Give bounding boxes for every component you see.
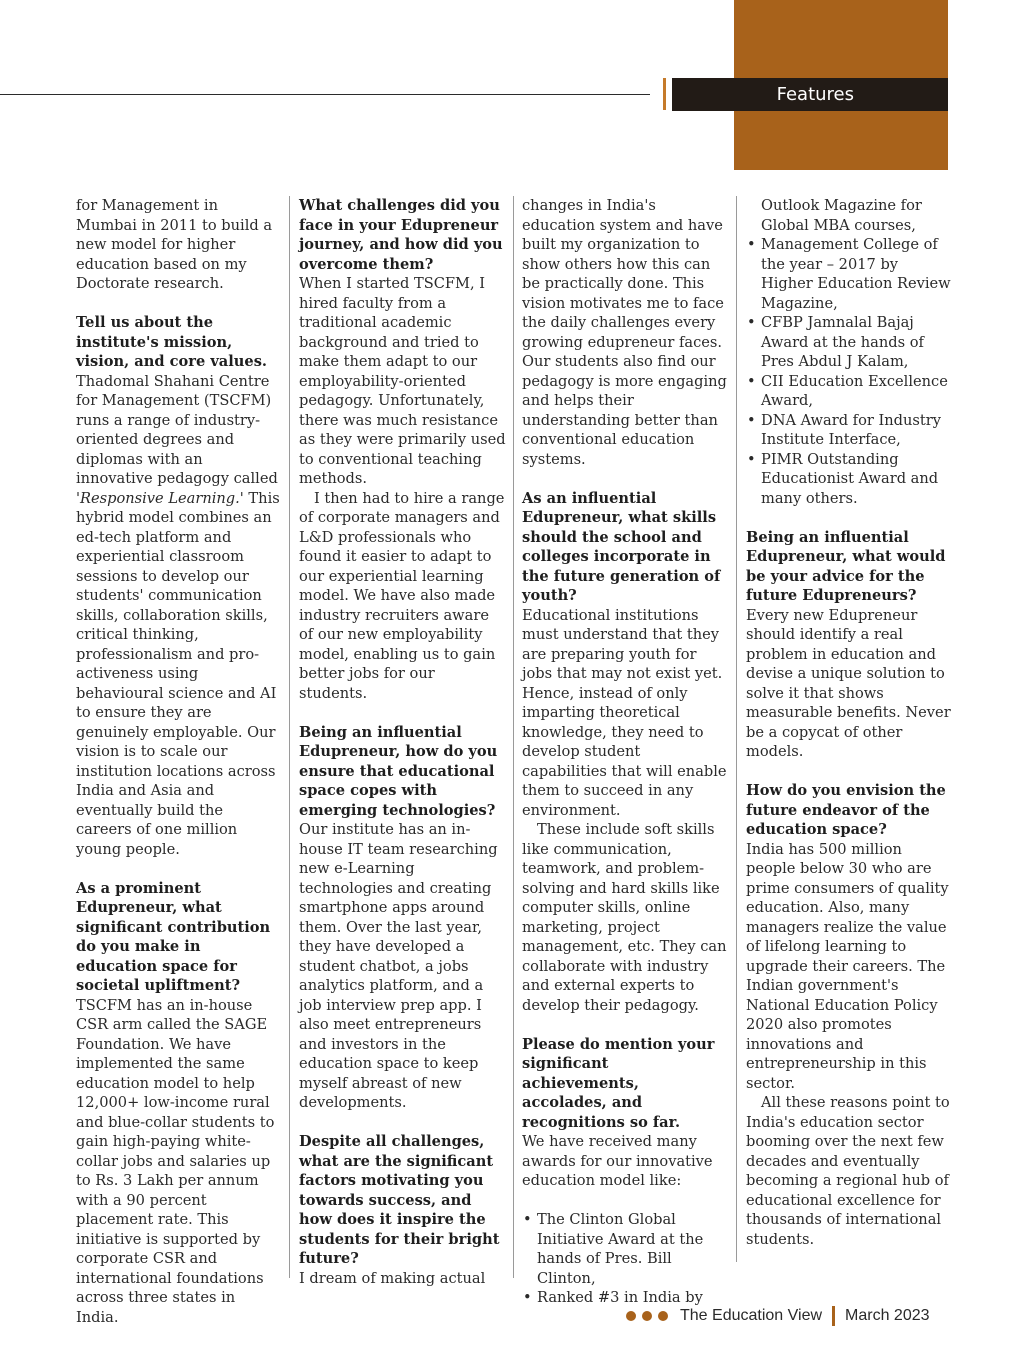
answer-paragraph: Thadomal Shahani Centre for Management (TSCFM) runs a range of industry-oriented degrees and diplomas with an innovative pedagogy called 'Responsive Learning.' This hybrid model combines an ed-tech platform and experiential classroom sessions to develop our students' communication skills, collaboration skills, critical thinking, professionalism and pro-activeness using behavioural science and AI to ensure they are genuinely employable. Our vision is to scale our institution locations across India and Asia and eventually build the careers of one million young people. (76, 372, 280, 858)
column-divider (289, 196, 290, 1278)
list-item-continued: Outlook Magazine for Global MBA courses, (761, 197, 922, 234)
answer-paragraph: Our institute has an in-house IT team researching new e-Learning technologies and creating smartphone apps around them. Over the last year, they have developed a student chatbot, a jobs analytics platform, and a job interview prep app. I also meet entrepreneurs and investors in the education space to keep myself abreast of new developments. (299, 821, 498, 1111)
article-column-2 (299, 196, 506, 1288)
pedagogy-name: 'Responsive Learning.' (76, 489, 244, 507)
section-tag-label: Features (776, 84, 854, 105)
awards-list (746, 235, 952, 508)
paragraph: for Management in Mumbai in 2011 to build a new model for higher education based on my Doctorate research. (76, 197, 273, 292)
answer-paragraph: Educational institutions must understand that they are preparing youth for jobs that may not exist yet. Hence, instead of only imparting theoretical knowledge, they need to develop student capabilities that will enable them to succeed in any environment. (522, 606, 727, 819)
answer-paragraph: All these reasons point to India's education sector booming over the next few decades and eventually becoming a regional hub of educational excellence for thousands of international students. (746, 1094, 950, 1248)
answer-paragraph: TSCFM has an in-house CSR arm called the SAGE Foundation. We have implemented the same education model to help 12,000+ low-income rural and blue-collar students to gain high-paying white-collar jobs and salaries up to Rs. 3 Lakh per annum with a 90 percent placement rate. This initiative is supported by corporate CSR and international foundations across three states in India. (76, 996, 275, 1326)
question-heading: Being an influential Edupreneur, how do you ensure that educational space copes with emerging technologies? (299, 723, 498, 819)
awards-list (522, 1210, 728, 1308)
answer-paragraph: We have received many awards for our innovative education model like: (522, 1133, 713, 1189)
section-tag (672, 78, 948, 111)
paragraph: changes in India's education system and have built my organization to show others how this can be practically done. This vision motivates me to face the daily challenges every growing edupreneur faces. Our students also find our pedagogy is more engaging and helps their understanding better than conventional education systems. (522, 197, 727, 468)
question-heading: Tell us about the institute's mission, vision, and core values. (76, 314, 267, 370)
list-item: • CII Education Excellence Award, (746, 372, 952, 411)
issue-date: March 2023 (845, 1307, 930, 1324)
publication-name: The Education View (680, 1307, 823, 1324)
question-heading: How do you envision the future endeavor of the education space? (746, 782, 946, 838)
answer-paragraph: I dream of making actual (299, 1269, 486, 1287)
column-divider (513, 196, 514, 1278)
header-bar-accent (663, 78, 666, 110)
question-heading: As an influential Edupreneur, what skills should the school and colleges incorporate in the future generation of youth? (522, 489, 721, 604)
article-column-1 (76, 196, 282, 1327)
list-item: • PIMR Outstanding Educationist Award and many others. (746, 450, 952, 509)
dot-icon (626, 1311, 636, 1321)
dot-icon (658, 1311, 668, 1321)
answer-paragraph: These include soft skills like communication, teamwork, and problem-solving and hard skills like computer skills, online marketing, project management, etc. They can collaborate with industry and external experts to develop their pedagogy. (522, 821, 727, 1014)
page-footer (626, 1305, 930, 1327)
answer-paragraph: When I started TSCFM, I hired faculty from a traditional academic background and tried to make them adapt to our employability-oriented pedagogy. Unfortunately, there was much resistance as they were primarily used to conventional teaching methods. (299, 275, 506, 487)
article-column-4 (746, 196, 952, 1249)
list-item: • DNA Award for Industry Institute Interface, (746, 411, 952, 450)
question-heading: Please do mention your significant achievements, accolades, and recognitions so far. (522, 1035, 715, 1131)
question-heading: Despite all challenges, what are the significant factors motivating you towards success, and how does it inspire the students for their bright future? (299, 1133, 500, 1267)
list-item: • The Clinton Global Initiative Award at the hands of Pres. Bill Clinton, (522, 1210, 728, 1288)
column-divider (736, 196, 737, 1262)
answer-paragraph: India has 500 million people below 30 who are prime consumers of quality education. Also, many managers realize the value of lifelong learning to upgrade their careers. The Indian government's National Education Policy 2020 also promotes innovations and entrepreneurship in this sector. (746, 840, 949, 1092)
list-item: • Ranked #3 in India by (522, 1288, 728, 1308)
list-item: • CFBP Jamnalal Bajaj Award at the hands of Pres Abdul J Kalam, (746, 313, 952, 372)
question-heading: What challenges did you face in your Edupreneur journey, and how did you overcome them? (299, 197, 503, 273)
footer-separator (832, 1306, 835, 1326)
question-heading: Being an influential Edupreneur, what would be your advice for the future Edupreneurs? (746, 528, 946, 604)
answer-paragraph: Every new Edupreneur should identify a real problem in education and devise a unique solution to solve it that shows measurable benefits. Never be a copycat of other models. (746, 606, 951, 760)
answer-paragraph: I then had to hire a range of corporate managers and L&D professionals who found it easier to adapt to our experiential learning model. We have also made industry recruiters aware of our new employability model, enabling us to gain better jobs for our students. (299, 489, 505, 702)
dot-icon (642, 1311, 652, 1321)
question-heading: As a prominent Edupreneur, what significant contribution do you make in education space for societal upliftment? (76, 879, 271, 994)
header-rule (0, 94, 650, 95)
article-column-3 (522, 196, 728, 1308)
list-item: • Management College of the year – 2017 by Higher Education Review Magazine, (746, 235, 952, 313)
